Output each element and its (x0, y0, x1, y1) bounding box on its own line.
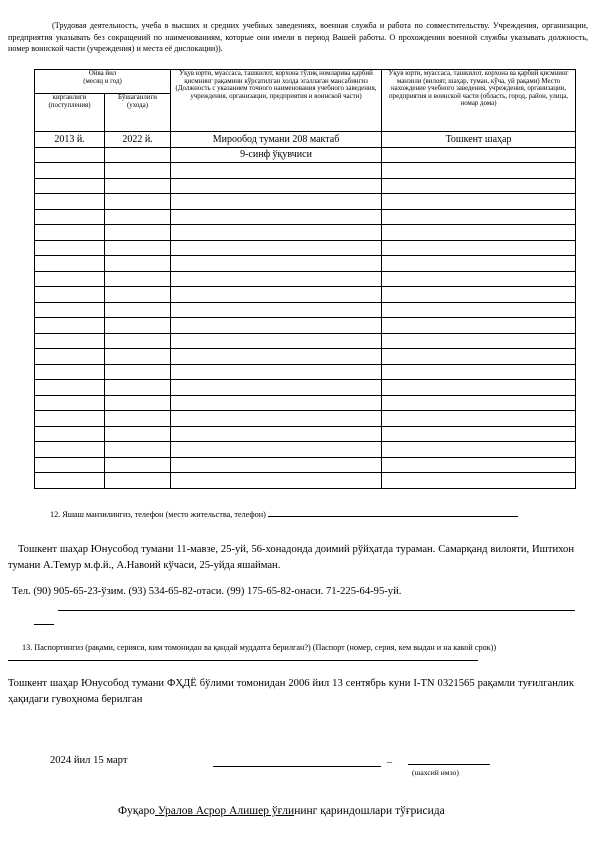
cell-location (382, 147, 576, 163)
table-row (35, 411, 576, 427)
cell-entry-year (35, 457, 105, 473)
cell-location (382, 302, 576, 318)
cell-exit-year (105, 333, 171, 349)
cell-exit-year (105, 349, 171, 365)
signature-caption: (шахсий имзо) (412, 768, 459, 777)
cell-entry-year: 2013 й. (35, 132, 105, 148)
cell-location (382, 364, 576, 380)
cell-location (382, 287, 576, 303)
signature-dash: – (387, 757, 392, 768)
table-row (35, 442, 576, 458)
relatives-heading-suffix: нинг қариндошлари тўғрисида (294, 805, 445, 817)
residence-address: Тошкент шаҳар Юнусобод тумани 11-мавзе, 25-уй, 56-хонадонда доимий рўйҳатда тураман. Самарқанд вилояти, Иштихон тумани А.Темур м.ф.й., А.Навоий кўчаси, 25-уйда яшайман. (8, 544, 574, 571)
table-row (35, 395, 576, 411)
header-position: Ўқув юрти, муассаса, ташкилот, корхона тўлиқ номларива қарбий қисмнинг рақамини кўрсатилган холда эгаллаган мансабингиз (Должность с указанием точного наименования учебного заведения, учреждения, организации, предприятия и воинской части) (171, 70, 382, 132)
citizen-name: Уралов Асрор Алишер ўғли (155, 805, 295, 817)
table-row (35, 287, 576, 303)
residence-question (50, 509, 570, 520)
cell-position (171, 163, 382, 179)
header-entry: кирганлиги (поступления) (35, 94, 105, 132)
cell-location (382, 225, 576, 241)
cell-exit-year (105, 163, 171, 179)
table-row (35, 271, 576, 287)
cell-entry-year (35, 302, 105, 318)
cell-exit-year (105, 209, 171, 225)
cell-position (171, 442, 382, 458)
table-row (35, 426, 576, 442)
cell-location (382, 349, 576, 365)
cell-position (171, 457, 382, 473)
cell-exit-year (105, 473, 171, 489)
cell-position (171, 209, 382, 225)
cell-entry-year (35, 426, 105, 442)
passport-question (8, 642, 575, 664)
cell-location (382, 194, 576, 210)
cell-location (382, 209, 576, 225)
document-date: 2024 йил 15 март (50, 755, 128, 766)
passport-question-label: 13. Паспортингиз (рақами, серияси, ким томонидан ва қандай муддатга берилган?) (Паспорт (номер, серия, кем выдан и на какой срок)) (22, 643, 497, 652)
cell-location (382, 318, 576, 334)
table-row (35, 240, 576, 256)
cell-exit-year (105, 380, 171, 396)
cell-exit-year (105, 271, 171, 287)
cell-entry-year (35, 240, 105, 256)
table-row (35, 457, 576, 473)
table-row (35, 225, 576, 241)
cell-position (171, 364, 382, 380)
cell-exit-year (105, 256, 171, 272)
table-row (35, 163, 576, 179)
cell-position (171, 318, 382, 334)
cell-entry-year (35, 364, 105, 380)
cell-position (171, 411, 382, 427)
passport-details: Тошкент шаҳар Юнусобод тумани ФҲДЁ бўлими томонидан 2006 йил 13 сентябрь куни I-TN 0321565 рақамли туғилганлик ҳақидаги гувоҳнома берилган (8, 678, 574, 705)
signature-line (408, 764, 490, 765)
cell-position (171, 271, 382, 287)
cell-exit-year (105, 426, 171, 442)
cell-location (382, 240, 576, 256)
cell-entry-year (35, 333, 105, 349)
cell-entry-year (35, 473, 105, 489)
cell-position (171, 287, 382, 303)
cell-location (382, 380, 576, 396)
header-exit: Бўшаганлиги (ухода) (105, 94, 171, 132)
cell-position (171, 333, 382, 349)
cell-location (382, 271, 576, 287)
residence-underline (268, 509, 518, 517)
cell-exit-year (105, 442, 171, 458)
cell-exit-year (105, 364, 171, 380)
cell-location (382, 411, 576, 427)
relatives-heading (118, 804, 445, 818)
cell-entry-year (35, 318, 105, 334)
residence-question-label: 12. Яшаш манзилингиз, телефон (место жительства, телефон) (50, 510, 266, 519)
cell-entry-year (35, 147, 105, 163)
cell-position: 9-синф ўқувчиси (171, 147, 382, 163)
cell-position (171, 240, 382, 256)
cell-position (171, 395, 382, 411)
cell-exit-year (105, 147, 171, 163)
phone-underline (58, 610, 575, 611)
cell-exit-year (105, 194, 171, 210)
table-row (35, 147, 576, 163)
table-row (35, 333, 576, 349)
relatives-heading-prefix: Фуқаро (118, 805, 156, 817)
cell-entry-year (35, 194, 105, 210)
cell-location (382, 256, 576, 272)
cell-entry-year (35, 225, 105, 241)
table-row (35, 364, 576, 380)
cell-entry-year (35, 395, 105, 411)
table-row (35, 194, 576, 210)
cell-entry-year (35, 442, 105, 458)
cell-location (382, 178, 576, 194)
cell-exit-year (105, 225, 171, 241)
work-history-table (34, 69, 576, 489)
phone-numbers: Тел. (90) 905-65-23-ўзим. (93) 534-65-82-отаси. (99) 175-65-82-онаси. 71-225-64-95-уй. (12, 586, 402, 597)
cell-position (171, 302, 382, 318)
cell-entry-year (35, 411, 105, 427)
cell-location (382, 442, 576, 458)
signature-line-left (213, 766, 381, 767)
cell-entry-year (35, 178, 105, 194)
cell-location (382, 163, 576, 179)
cell-position (171, 225, 382, 241)
table-row (35, 178, 576, 194)
cell-position (171, 194, 382, 210)
cell-position (171, 473, 382, 489)
cell-position (171, 178, 382, 194)
table-row (35, 318, 576, 334)
cell-position (171, 349, 382, 365)
cell-position (171, 380, 382, 396)
cell-entry-year (35, 209, 105, 225)
cell-exit-year (105, 302, 171, 318)
passport-underline (8, 653, 478, 661)
cell-location (382, 395, 576, 411)
table-row (35, 302, 576, 318)
cell-entry-year (35, 380, 105, 396)
phone-underline-end (34, 624, 54, 625)
cell-location (382, 333, 576, 349)
table-row (35, 349, 576, 365)
header-location: Ўқув юрти, муассаса, ташкилот, корхона ва қарбий қисмнинг манзили (вилоят, шаҳар, туман, кўча, уй рақами) Место нахождение учебного заведения, учреждения, организации, предприятия и воинской части (область, город, район, улица, номар дома) (382, 70, 576, 132)
table-row (35, 380, 576, 396)
table-row (35, 256, 576, 272)
cell-exit-year (105, 395, 171, 411)
cell-exit-year (105, 318, 171, 334)
table-row (35, 132, 576, 148)
cell-location (382, 457, 576, 473)
cell-location (382, 426, 576, 442)
cell-location: Тошкент шаҳар (382, 132, 576, 148)
cell-exit-year (105, 411, 171, 427)
cell-position (171, 256, 382, 272)
cell-exit-year (105, 457, 171, 473)
header-period: Ойва йил (месяц и год) (35, 70, 171, 94)
cell-entry-year (35, 287, 105, 303)
cell-position (171, 426, 382, 442)
cell-position: Мирообод тумани 208 мактаб (171, 132, 382, 148)
cell-entry-year (35, 271, 105, 287)
cell-exit-year (105, 287, 171, 303)
cell-exit-year: 2022 й. (105, 132, 171, 148)
table-row (35, 209, 576, 225)
table-row (35, 473, 576, 489)
cell-exit-year (105, 240, 171, 256)
cell-exit-year (105, 178, 171, 194)
intro-instructions: (Трудовая деятельность, учеба в высших и средних учебных заведениях, военная служба и работа по совместительству. Учреждения, организации, предприятия указывать без сокращений по наименованиям, которые они имели в период Вашей работы. О прохождении военной службы указывать должность, номер воинской части (учреждения) и места её дислокации)). (8, 21, 588, 53)
cell-entry-year (35, 349, 105, 365)
cell-entry-year (35, 163, 105, 179)
cell-entry-year (35, 256, 105, 272)
cell-location (382, 473, 576, 489)
